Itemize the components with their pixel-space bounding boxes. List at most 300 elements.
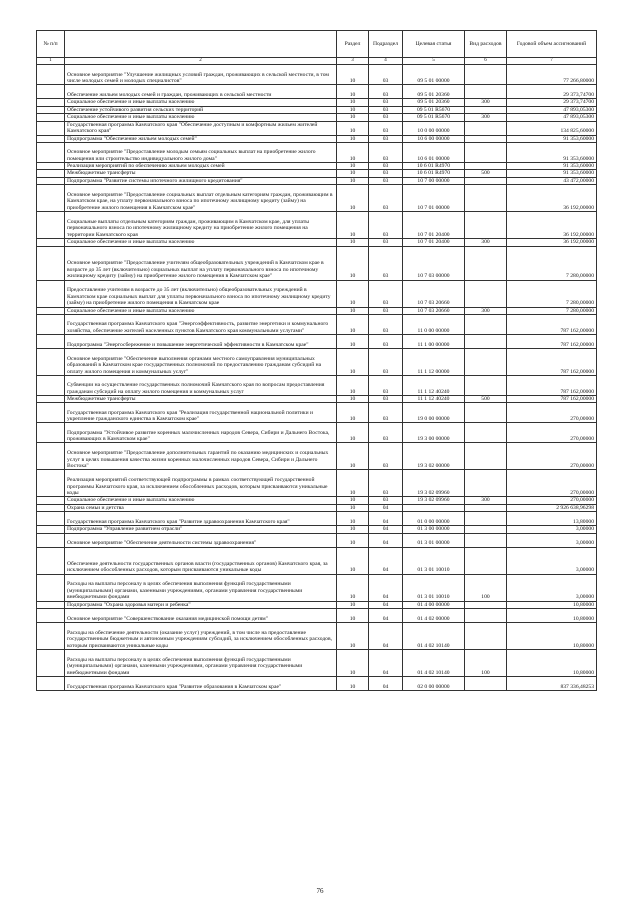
cell-target: 01 4 00 00000: [403, 601, 465, 608]
table-row: [37, 504, 597, 511]
cell-total: 270,00000: [507, 497, 597, 504]
cell-number: [37, 574, 65, 601]
cell-number: [37, 307, 65, 314]
cell-target: 01 3 00 00000: [403, 526, 465, 533]
header-name: [65, 31, 337, 58]
cell-target: 09 5 01 R5670: [403, 106, 465, 113]
cell-name: Основное мероприятие "Обеспечение деятельности системы здравоохранения": [65, 533, 337, 547]
table-row: [37, 443, 597, 470]
col-number: 2: [65, 58, 337, 65]
cell-target: 10 6 01 00000: [403, 143, 465, 163]
cell-section: 10: [337, 106, 369, 113]
cell-section: 10: [337, 280, 369, 307]
cell-total: 47 893,05300: [507, 106, 597, 113]
cell-name: Социальное обеспечение и иные выплаты населению: [65, 497, 337, 504]
cell-section: 10: [337, 623, 369, 650]
cell-name: Основное мероприятие "Обеспечение выполнения органами местного самоуправления муниципальных образований в Камчатском крае государственных полномочий по предоставлению гражданам субсидий на оплату жилого помещения и коммунальных услуг": [65, 349, 337, 376]
cell-section: 10: [337, 504, 369, 511]
cell-target: 01 4 02 10140: [403, 650, 465, 677]
cell-expense: 500: [465, 170, 507, 177]
cell-total: 29 373,74700: [507, 99, 597, 106]
col-number: 7: [507, 58, 597, 65]
cell-name: Основное мероприятие "Предоставление учителям общеобразовательных учреждений в Камчатском крае в возрасте до 35 лет (включительно) социальных выплат на уплату первоначального взноса по ипотечному жилищному кредиту (займу) на приобретение жилого помещения в Камчатском крае": [65, 246, 337, 280]
cell-name: Основное мероприятие "Предоставление социальных выплат отдельным категориям граждан, проживающим в Камчатском крае, на уплату первоначального взноса по ипотечному жилищному кредиту (займу) на приобретение жилого помещения в Камчатском крае": [65, 185, 337, 212]
cell-expense: [465, 135, 507, 142]
cell-expense: [465, 177, 507, 184]
cell-subsection: 03: [369, 170, 403, 177]
cell-total: 837 336,48253: [507, 677, 597, 691]
cell-subsection: 03: [369, 114, 403, 121]
cell-section: 10: [337, 650, 369, 677]
table-row: [37, 212, 597, 239]
cell-expense: [465, 349, 507, 376]
cell-expense: 500: [465, 396, 507, 403]
cell-total: 787 162,00000: [507, 335, 597, 349]
table-row: [37, 512, 597, 526]
cell-subsection: 04: [369, 574, 403, 601]
cell-total: 77 266,80000: [507, 65, 597, 85]
cell-number: [37, 185, 65, 212]
cell-name: Основное мероприятие "Улучшение жилищных условий граждан, проживающих в сельской местности, в том числе молодых семей и молодых специалистов": [65, 65, 337, 85]
cell-expense: [465, 106, 507, 113]
cell-number: [37, 609, 65, 623]
cell-total: 36 192,00000: [507, 239, 597, 246]
cell-number: [37, 423, 65, 443]
table-row: [37, 335, 597, 349]
cell-expense: [465, 246, 507, 280]
col-number: 6: [465, 58, 507, 65]
cell-expense: [465, 547, 507, 574]
cell-name: Социальные выплаты отдельным категориям граждан, проживающим в Камчатском крае, для уплаты первоначального взноса по ипотечному жилищному кредиту на приобретение жилого помещения на территории Камчатского края: [65, 212, 337, 239]
cell-expense: [465, 443, 507, 470]
cell-section: 10: [337, 470, 369, 497]
column-number-row: [37, 58, 597, 65]
cell-total: 270,00000: [507, 423, 597, 443]
cell-subsection: 04: [369, 512, 403, 526]
cell-subsection: 04: [369, 526, 403, 533]
cell-section: 10: [337, 177, 369, 184]
cell-section: 10: [337, 170, 369, 177]
cell-section: 10: [337, 85, 369, 99]
cell-subsection: 03: [369, 280, 403, 307]
cell-expense: [465, 623, 507, 650]
cell-name: Подпрограмма "Обеспечение жильем молодых семей": [65, 135, 337, 142]
cell-number: [37, 315, 65, 335]
cell-target: 10 7 03 20660: [403, 280, 465, 307]
table-row: [37, 574, 597, 601]
cell-target: 02 0 00 00000: [403, 677, 465, 691]
cell-subsection: 04: [369, 677, 403, 691]
cell-name: Расходы на выплаты персоналу в целях обеспечения выполнения функций государственными (муниципальными) органами, казенными учреждениями, органами управления государственными внебюджетными фондами: [65, 574, 337, 601]
table-row: [37, 121, 597, 135]
table-header-row: [37, 31, 597, 58]
cell-name: Основное мероприятие "Предоставление молодым семьям социальных выплат на приобретение жилого помещения или строительство индивидуального жилого дома": [65, 143, 337, 163]
cell-total: 91 353,60000: [507, 135, 597, 142]
table-row: [37, 239, 597, 246]
cell-expense: 100: [465, 574, 507, 601]
header-target: Целевая статья: [403, 31, 465, 58]
cell-number: [37, 349, 65, 376]
cell-subsection: 03: [369, 349, 403, 376]
cell-target: 19 3 02 00000: [403, 443, 465, 470]
cell-subsection: 03: [369, 376, 403, 396]
cell-expense: 300: [465, 99, 507, 106]
cell-expense: [465, 163, 507, 170]
cell-section: 10: [337, 135, 369, 142]
cell-target: 19 0 00 00000: [403, 403, 465, 423]
cell-number: [37, 335, 65, 349]
cell-target: 19 3 00 00000: [403, 423, 465, 443]
cell-subsection: 04: [369, 601, 403, 608]
cell-section: 10: [337, 121, 369, 135]
cell-total: 36 192,00000: [507, 185, 597, 212]
cell-subsection: 03: [369, 99, 403, 106]
cell-target: 10 6 01 R4970: [403, 163, 465, 170]
table-row: [37, 170, 597, 177]
cell-name: Расходы на выплаты персоналу в целях обеспечения выполнения функций государственными (муниципальными) органами, казенными учреждениями, органами управления государственными внебюджетными фондами: [65, 650, 337, 677]
cell-total: 10,80000: [507, 601, 597, 608]
cell-number: [37, 470, 65, 497]
cell-subsection: 03: [369, 246, 403, 280]
cell-subsection: 03: [369, 106, 403, 113]
table-row: [37, 677, 597, 691]
cell-number: [37, 677, 65, 691]
budget-table-sheet: [36, 30, 596, 691]
cell-number: [37, 376, 65, 396]
header-section: Раздел: [337, 31, 369, 58]
cell-name: Реализация мероприятий соответствующей подпрограммы в рамках соответствующей государственной программы Камчатского края, за исключением обособленных расходов, которым присваиваются уникальные коды: [65, 470, 337, 497]
cell-section: 10: [337, 114, 369, 121]
cell-expense: [465, 677, 507, 691]
cell-name: Подпрограмма "Энергосбережение и повышение энергетической эффективности в Камчатском крае": [65, 335, 337, 349]
cell-expense: [465, 512, 507, 526]
cell-target: 10 6 00 00000: [403, 135, 465, 142]
table-row: [37, 135, 597, 142]
table-row: [37, 396, 597, 403]
table-row: [37, 177, 597, 184]
header-number: № п/п: [37, 31, 65, 58]
cell-name: Охрана семьи и детства: [65, 504, 337, 511]
cell-number: [37, 65, 65, 85]
cell-number: [37, 547, 65, 574]
cell-section: 10: [337, 212, 369, 239]
cell-number: [37, 106, 65, 113]
table-row: [37, 185, 597, 212]
cell-section: 10: [337, 99, 369, 106]
cell-subsection: 03: [369, 121, 403, 135]
cell-expense: [465, 526, 507, 533]
cell-section: 10: [337, 335, 369, 349]
cell-name: Подпрограмма "Управление развитием отрасли": [65, 526, 337, 533]
cell-target: 11 1 12 00000: [403, 349, 465, 376]
cell-subsection: 03: [369, 335, 403, 349]
cell-number: [37, 121, 65, 135]
cell-section: 10: [337, 547, 369, 574]
cell-target: 10 7 01 00000: [403, 185, 465, 212]
cell-name: Расходы на обеспечение деятельности (оказание услуг) учреждений, в том числе на предоставление государственным бюджетным и автономным учреждениям субсидий, за исключением обособленных расходов, которым присваиваются уникальные коды: [65, 623, 337, 650]
cell-target: 10 7 03 20660: [403, 307, 465, 314]
cell-number: [37, 212, 65, 239]
cell-subsection: 04: [369, 623, 403, 650]
cell-section: 10: [337, 403, 369, 423]
cell-name: Обеспечение устойчивого развития сельских территорий: [65, 106, 337, 113]
cell-expense: 300: [465, 307, 507, 314]
cell-total: 270,00000: [507, 403, 597, 423]
cell-section: 10: [337, 443, 369, 470]
cell-name: Реализация мероприятий по обеспечению жильем молодых семей: [65, 163, 337, 170]
cell-subsection: 04: [369, 650, 403, 677]
cell-section: 10: [337, 239, 369, 246]
cell-name: Государственная программа Камчатского края "Развитие здравоохранения Камчатского края": [65, 512, 337, 526]
cell-total: 91 353,60000: [507, 143, 597, 163]
cell-target: 01 3 01 00000: [403, 533, 465, 547]
table-row: [37, 526, 597, 533]
cell-section: 10: [337, 677, 369, 691]
cell-section: 10: [337, 185, 369, 212]
cell-section: 10: [337, 315, 369, 335]
col-number: 5: [403, 58, 465, 65]
col-number: 3: [337, 58, 369, 65]
cell-target: 11 1 00 00000: [403, 335, 465, 349]
cell-name: Субвенции на осуществление государственных полномочий Камчатского края по вопросам предоставления гражданам субсидий на оплату жилого помещения и коммунальных услуг: [65, 376, 337, 396]
cell-section: 10: [337, 349, 369, 376]
cell-total: 134 825,60000: [507, 121, 597, 135]
cell-number: [37, 504, 65, 511]
col-number: 4: [369, 58, 403, 65]
cell-name: Подпрограмма "Устойчивое развитие коренных малочисленных народов Севера, Сибири и Дальнего Востока, проживающих в Камчатском крае": [65, 423, 337, 443]
table-row: [37, 547, 597, 574]
cell-number: [37, 135, 65, 142]
cell-total: 3,00000: [507, 533, 597, 547]
cell-target: 11 1 12 40240: [403, 396, 465, 403]
cell-total: 270,00000: [507, 470, 597, 497]
cell-name: Государственная программа Камчатского края "Энергоэффективность, развитие энергетики и коммунального хозяйства, обеспечение жителей населенных пунктов Камчатского края коммунальными услугами": [65, 315, 337, 335]
cell-number: [37, 114, 65, 121]
cell-name: Основное мероприятие "Совершенствование оказания медицинской помощи детям": [65, 609, 337, 623]
cell-section: 10: [337, 143, 369, 163]
cell-number: [37, 396, 65, 403]
cell-section: 10: [337, 609, 369, 623]
cell-subsection: 03: [369, 135, 403, 142]
cell-expense: [465, 376, 507, 396]
cell-total: 3,00000: [507, 526, 597, 533]
cell-subsection: 03: [369, 423, 403, 443]
cell-expense: 300: [465, 114, 507, 121]
cell-target: 09 5 01 00000: [403, 65, 465, 85]
cell-number: [37, 99, 65, 106]
cell-name: Подпрограмма "Развитие системы ипотечного жилищного кредитования": [65, 177, 337, 184]
cell-target: 11 1 12 40240: [403, 376, 465, 396]
cell-expense: [465, 403, 507, 423]
cell-section: 10: [337, 396, 369, 403]
cell-target: 11 0 00 00000: [403, 315, 465, 335]
cell-total: 787 162,00000: [507, 315, 597, 335]
cell-number: [37, 526, 65, 533]
budget-table: [36, 30, 597, 691]
col-number: 1: [37, 58, 65, 65]
cell-section: 10: [337, 574, 369, 601]
cell-name: Государственная программа Камчатского края "Развитие образования в Камчатском крае": [65, 677, 337, 691]
page-number: 76: [316, 887, 324, 895]
cell-name: Обеспечение жильем молодых семей и граждан, проживающих в сельской местности: [65, 85, 337, 99]
cell-total: 7 280,00000: [507, 246, 597, 280]
table-row: [37, 609, 597, 623]
cell-expense: [465, 65, 507, 85]
cell-target: 10 7 01 20400: [403, 239, 465, 246]
cell-name: Подпрограмма "Охрана здоровья матери и ребенка": [65, 601, 337, 608]
cell-subsection: 04: [369, 533, 403, 547]
cell-total: 10,80000: [507, 609, 597, 623]
table-row: [37, 246, 597, 280]
cell-expense: [465, 85, 507, 99]
cell-total: 787 162,00000: [507, 349, 597, 376]
cell-total: 7 280,00000: [507, 307, 597, 314]
cell-number: [37, 239, 65, 246]
cell-section: 10: [337, 65, 369, 85]
cell-target: 10 7 00 00000: [403, 177, 465, 184]
cell-total: 10,80000: [507, 623, 597, 650]
cell-expense: [465, 609, 507, 623]
cell-target: 10 7 01 20400: [403, 212, 465, 239]
table-row: [37, 623, 597, 650]
cell-expense: [465, 315, 507, 335]
table-row: [37, 497, 597, 504]
cell-subsection: 04: [369, 609, 403, 623]
cell-total: 91 353,60000: [507, 170, 597, 177]
table-row: [37, 403, 597, 423]
cell-target: 10 0 00 00000: [403, 121, 465, 135]
table-row: [37, 533, 597, 547]
table-row: [37, 65, 597, 85]
cell-total: 91 353,60000: [507, 163, 597, 170]
cell-name: Межбюджетные трансферты: [65, 396, 337, 403]
table-row: [37, 376, 597, 396]
header-total: Годовой объем ассигнований: [507, 31, 597, 58]
cell-total: 47 893,05300: [507, 114, 597, 121]
cell-number: [37, 85, 65, 99]
cell-section: 10: [337, 526, 369, 533]
cell-subsection: 03: [369, 239, 403, 246]
header-expense: Вид расходов: [465, 31, 507, 58]
cell-section: 10: [337, 497, 369, 504]
cell-target: 10 7 03 00000: [403, 246, 465, 280]
cell-subsection: 03: [369, 85, 403, 99]
cell-subsection: 04: [369, 504, 403, 511]
cell-name: Государственная программа Камчатского края "Реализация государственной национальной политики и укрепление гражданского единства в Камчатском крае": [65, 403, 337, 423]
cell-number: [37, 246, 65, 280]
cell-section: 10: [337, 512, 369, 526]
cell-name: Государственная программа Камчатского края "Обеспечение доступным и комфортным жильем жителей Камчатского края": [65, 121, 337, 135]
cell-target: 09 5 01 R5670: [403, 114, 465, 121]
cell-total: 270,00000: [507, 443, 597, 470]
cell-total: 7 280,00000: [507, 280, 597, 307]
cell-target: 19 3 02 09960: [403, 470, 465, 497]
cell-number: [37, 512, 65, 526]
cell-section: 10: [337, 533, 369, 547]
cell-expense: 300: [465, 239, 507, 246]
cell-target: 09 5 01 20360: [403, 99, 465, 106]
cell-number: [37, 163, 65, 170]
cell-number: [37, 623, 65, 650]
cell-subsection: 03: [369, 497, 403, 504]
cell-target: 01 4 02 10140: [403, 623, 465, 650]
cell-number: [37, 170, 65, 177]
table-row: [37, 315, 597, 335]
cell-total: 10,80000: [507, 650, 597, 677]
cell-subsection: 03: [369, 65, 403, 85]
table-row: [37, 280, 597, 307]
cell-number: [37, 497, 65, 504]
cell-section: 10: [337, 307, 369, 314]
table-row: [37, 423, 597, 443]
cell-number: [37, 601, 65, 608]
cell-expense: [465, 143, 507, 163]
table-row: [37, 349, 597, 376]
cell-section: 10: [337, 376, 369, 396]
cell-number: [37, 403, 65, 423]
cell-expense: [465, 335, 507, 349]
cell-total: 36 192,00000: [507, 212, 597, 239]
cell-target: 10 6 01 R4970: [403, 170, 465, 177]
cell-name: Межбюджетные трансферты: [65, 170, 337, 177]
table-row: [37, 601, 597, 608]
header-subsection: Подраздел: [369, 31, 403, 58]
cell-expense: [465, 423, 507, 443]
cell-subsection: 03: [369, 212, 403, 239]
cell-total: 787 162,00000: [507, 396, 597, 403]
table-row: [37, 143, 597, 163]
cell-target: [403, 504, 465, 511]
cell-name: Предоставление учителям в возрасте до 35 лет (включительно) общеобразовательных учреждений в Камчатском крае социальных выплат для уплаты первоначального взноса по ипотечному жилищному кредиту (займу) на приобретение жилого помещения в Камчатском крае: [65, 280, 337, 307]
table-row: [37, 114, 597, 121]
cell-subsection: 04: [369, 547, 403, 574]
cell-total: 29 373,74700: [507, 85, 597, 99]
cell-subsection: 03: [369, 315, 403, 335]
cell-total: 2 926 638,96298: [507, 504, 597, 511]
cell-total: 3,00000: [507, 547, 597, 574]
cell-number: [37, 177, 65, 184]
cell-target: 09 5 01 20360: [403, 85, 465, 99]
cell-subsection: 03: [369, 307, 403, 314]
cell-expense: 300: [465, 497, 507, 504]
cell-expense: [465, 601, 507, 608]
table-row: [37, 470, 597, 497]
cell-subsection: 03: [369, 163, 403, 170]
cell-name: Социальное обеспечение и иные выплаты населению: [65, 99, 337, 106]
cell-target: 01 0 00 00000: [403, 512, 465, 526]
cell-number: [37, 650, 65, 677]
cell-number: [37, 143, 65, 163]
cell-subsection: 03: [369, 143, 403, 163]
cell-subsection: 03: [369, 443, 403, 470]
cell-subsection: 03: [369, 177, 403, 184]
cell-total: 787 162,00000: [507, 376, 597, 396]
cell-subsection: 03: [369, 185, 403, 212]
cell-subsection: 03: [369, 470, 403, 497]
table-row: [37, 307, 597, 314]
cell-expense: [465, 212, 507, 239]
cell-total: 3,00000: [507, 574, 597, 601]
cell-number: [37, 280, 65, 307]
cell-total: 13,80000: [507, 512, 597, 526]
cell-subsection: 03: [369, 403, 403, 423]
table-row: [37, 85, 597, 99]
cell-target: 01 4 02 00000: [403, 609, 465, 623]
cell-number: [37, 443, 65, 470]
cell-total: 43 472,00000: [507, 177, 597, 184]
cell-expense: [465, 533, 507, 547]
cell-name: Социальное обеспечение и иные выплаты населению: [65, 239, 337, 246]
